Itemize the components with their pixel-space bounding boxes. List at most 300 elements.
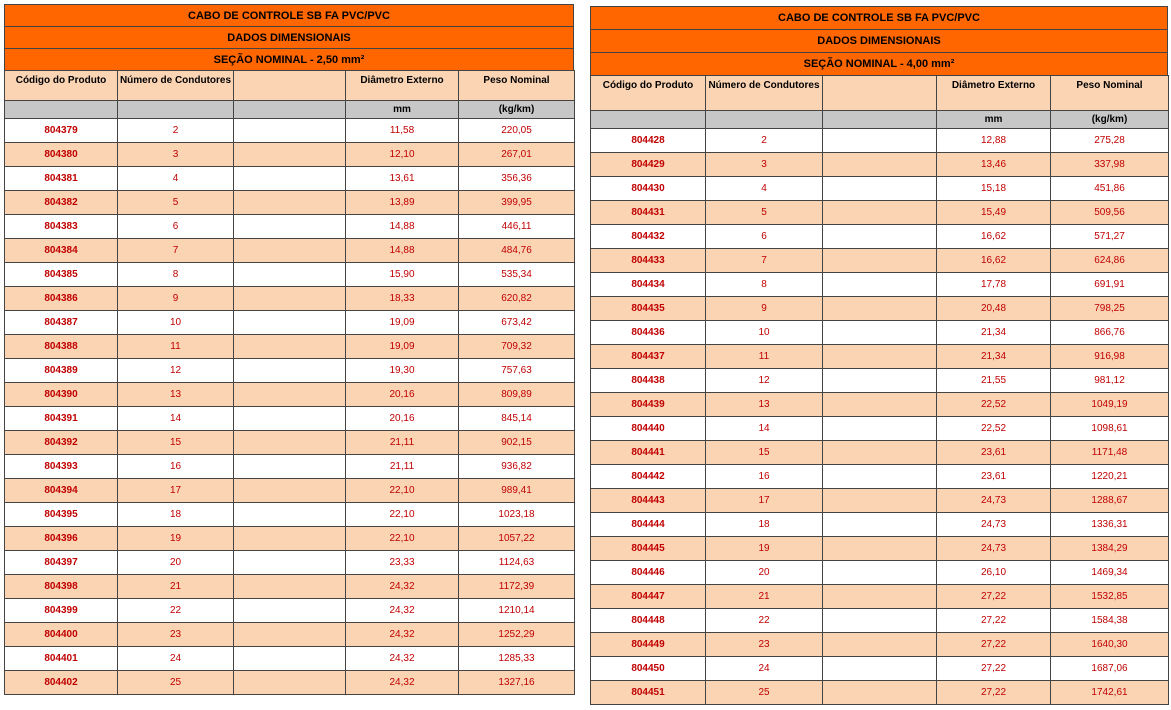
table-row (591, 297, 1169, 321)
product-code-cell: 804439 (591, 393, 706, 417)
product-code-cell: 804381 (5, 167, 118, 191)
table-row (5, 671, 575, 695)
nominal-weight-cell: 1285,33 (459, 647, 575, 671)
nominal-weight-cell: 267,01 (459, 143, 575, 167)
blank-cell (234, 311, 346, 335)
product-code-cell: 804447 (591, 585, 706, 609)
conductor-count-cell: 4 (706, 177, 823, 201)
unit-cell: (kg/km) (1051, 111, 1169, 129)
header-product-code: Código do Produto (591, 76, 706, 111)
nominal-weight-cell: 275,28 (1051, 129, 1169, 153)
product-code-cell: 804434 (591, 273, 706, 297)
unit-cell: mm (346, 101, 459, 119)
conductor-count-cell: 7 (118, 239, 234, 263)
conductor-count-cell: 23 (706, 633, 823, 657)
nominal-weight-cell: 571,27 (1051, 225, 1169, 249)
conductor-count-cell: 13 (118, 383, 234, 407)
blank-cell (823, 441, 937, 465)
blank-cell (823, 177, 937, 201)
product-code-cell: 804400 (5, 623, 118, 647)
conductor-count-cell: 6 (118, 215, 234, 239)
outer-diameter-cell: 27,22 (937, 609, 1051, 633)
outer-diameter-cell: 19,30 (346, 359, 459, 383)
outer-diameter-cell: 12,88 (937, 129, 1051, 153)
table-panel-4-00 (590, 6, 1168, 705)
product-code-cell: 804451 (591, 681, 706, 705)
product-code-cell: 804379 (5, 119, 118, 143)
outer-diameter-cell: 23,61 (937, 441, 1051, 465)
table-row (5, 383, 575, 407)
table-row (5, 551, 575, 575)
product-code-cell: 804396 (5, 527, 118, 551)
nominal-weight-cell: 845,14 (459, 407, 575, 431)
conductor-count-cell: 18 (706, 513, 823, 537)
table-subtitle: DADOS DIMENSIONAIS (590, 29, 1168, 52)
nominal-weight-cell: 1023,18 (459, 503, 575, 527)
conductor-count-cell: 14 (118, 407, 234, 431)
outer-diameter-cell: 22,10 (346, 527, 459, 551)
nominal-weight-cell: 1687,06 (1051, 657, 1169, 681)
table-row (5, 287, 575, 311)
conductor-count-cell: 21 (118, 575, 234, 599)
table-row (591, 249, 1169, 273)
conductor-count-cell: 8 (706, 273, 823, 297)
product-code-cell: 804433 (591, 249, 706, 273)
table-row (591, 321, 1169, 345)
table-row (591, 225, 1169, 249)
table-row (5, 191, 575, 215)
nominal-weight-cell: 902,15 (459, 431, 575, 455)
conductor-count-cell: 25 (118, 671, 234, 695)
outer-diameter-cell: 17,78 (937, 273, 1051, 297)
outer-diameter-cell: 22,10 (346, 503, 459, 527)
nominal-weight-cell: 620,82 (459, 287, 575, 311)
table-row (5, 143, 575, 167)
table-row (591, 465, 1169, 489)
header-row (591, 76, 1169, 111)
outer-diameter-cell: 26,10 (937, 561, 1051, 585)
outer-diameter-cell: 24,32 (346, 647, 459, 671)
units-row (591, 111, 1169, 129)
conductor-count-cell: 2 (706, 129, 823, 153)
conductor-count-cell: 11 (706, 345, 823, 369)
product-code-cell: 804383 (5, 215, 118, 239)
product-code-cell: 804431 (591, 201, 706, 225)
nominal-weight-cell: 1640,30 (1051, 633, 1169, 657)
table-row (5, 239, 575, 263)
table-subtitle: DADOS DIMENSIONAIS (4, 26, 574, 48)
nominal-weight-cell: 337,98 (1051, 153, 1169, 177)
blank-cell (234, 455, 346, 479)
outer-diameter-cell: 15,90 (346, 263, 459, 287)
nominal-weight-cell: 809,89 (459, 383, 575, 407)
product-code-cell: 804397 (5, 551, 118, 575)
product-code-cell: 804395 (5, 503, 118, 527)
table-row (591, 585, 1169, 609)
nominal-weight-cell: 916,98 (1051, 345, 1169, 369)
product-code-cell: 804382 (5, 191, 118, 215)
conductor-count-cell: 22 (706, 609, 823, 633)
outer-diameter-cell: 13,46 (937, 153, 1051, 177)
blank-cell (823, 321, 937, 345)
nominal-weight-cell: 446,11 (459, 215, 575, 239)
nominal-weight-cell: 1171,48 (1051, 441, 1169, 465)
blank-cell (823, 153, 937, 177)
table-row (591, 657, 1169, 681)
nominal-weight-cell: 673,42 (459, 311, 575, 335)
table-row (591, 345, 1169, 369)
blank-cell (823, 537, 937, 561)
product-code-cell: 804442 (591, 465, 706, 489)
conductor-count-cell: 18 (118, 503, 234, 527)
conductor-count-cell: 5 (118, 191, 234, 215)
nominal-weight-cell: 624,86 (1051, 249, 1169, 273)
product-code-cell: 804399 (5, 599, 118, 623)
nominal-weight-cell: 1057,22 (459, 527, 575, 551)
header-conductor-count: Número de Condutores (118, 71, 234, 101)
outer-diameter-cell: 22,52 (937, 393, 1051, 417)
outer-diameter-cell: 21,34 (937, 345, 1051, 369)
product-code-cell: 804402 (5, 671, 118, 695)
header-nominal-weight: Peso Nominal (1051, 76, 1169, 111)
nominal-weight-cell: 1210,14 (459, 599, 575, 623)
conductor-count-cell: 15 (706, 441, 823, 465)
outer-diameter-cell: 23,33 (346, 551, 459, 575)
product-code-cell: 804450 (591, 657, 706, 681)
unit-cell (823, 111, 937, 129)
blank-cell (234, 551, 346, 575)
nominal-weight-cell: 451,86 (1051, 177, 1169, 201)
table-row (591, 633, 1169, 657)
product-code-cell: 804438 (591, 369, 706, 393)
table-row (591, 369, 1169, 393)
conductor-count-cell: 10 (118, 311, 234, 335)
outer-diameter-cell: 20,48 (937, 297, 1051, 321)
outer-diameter-cell: 27,22 (937, 585, 1051, 609)
product-code-cell: 804448 (591, 609, 706, 633)
conductor-count-cell: 9 (706, 297, 823, 321)
nominal-weight-cell: 866,76 (1051, 321, 1169, 345)
unit-cell: mm (937, 111, 1051, 129)
nominal-weight-cell: 936,82 (459, 455, 575, 479)
conductor-count-cell: 17 (706, 489, 823, 513)
table-row (5, 455, 575, 479)
nominal-weight-cell: 1532,85 (1051, 585, 1169, 609)
nominal-weight-cell: 509,56 (1051, 201, 1169, 225)
outer-diameter-cell: 20,16 (346, 407, 459, 431)
conductor-count-cell: 17 (118, 479, 234, 503)
nominal-weight-cell: 709,32 (459, 335, 575, 359)
table-row (591, 609, 1169, 633)
product-code-cell: 804428 (591, 129, 706, 153)
nominal-weight-cell: 220,05 (459, 119, 575, 143)
product-code-cell: 804392 (5, 431, 118, 455)
nominal-weight-cell: 1469,34 (1051, 561, 1169, 585)
outer-diameter-cell: 18,33 (346, 287, 459, 311)
product-code-cell: 804384 (5, 239, 118, 263)
product-code-cell: 804398 (5, 575, 118, 599)
table-row (5, 575, 575, 599)
header-row (5, 71, 575, 101)
table-row (591, 129, 1169, 153)
outer-diameter-cell: 14,88 (346, 215, 459, 239)
product-code-cell: 804429 (591, 153, 706, 177)
blank-cell (234, 599, 346, 623)
conductor-count-cell: 20 (706, 561, 823, 585)
blank-cell (234, 647, 346, 671)
outer-diameter-cell: 21,11 (346, 431, 459, 455)
outer-diameter-cell: 19,09 (346, 311, 459, 335)
outer-diameter-cell: 14,88 (346, 239, 459, 263)
product-code-cell: 804444 (591, 513, 706, 537)
unit-cell (706, 111, 823, 129)
table-row (5, 359, 575, 383)
product-code-cell: 804430 (591, 177, 706, 201)
header-blank (823, 76, 937, 111)
product-code-cell: 804443 (591, 489, 706, 513)
nominal-weight-cell: 1098,61 (1051, 417, 1169, 441)
dimension-table (590, 75, 1169, 705)
nominal-weight-cell: 1384,29 (1051, 537, 1169, 561)
outer-diameter-cell: 16,62 (937, 225, 1051, 249)
blank-cell (823, 561, 937, 585)
outer-diameter-cell: 13,61 (346, 167, 459, 191)
table-row (5, 647, 575, 671)
outer-diameter-cell: 20,16 (346, 383, 459, 407)
product-code-cell: 804445 (591, 537, 706, 561)
outer-diameter-cell: 24,73 (937, 489, 1051, 513)
nominal-weight-cell: 1742,61 (1051, 681, 1169, 705)
table-row (5, 119, 575, 143)
units-row (5, 101, 575, 119)
conductor-count-cell: 19 (118, 527, 234, 551)
blank-cell (234, 263, 346, 287)
blank-cell (234, 575, 346, 599)
blank-cell (234, 527, 346, 551)
blank-cell (823, 609, 937, 633)
table-row (591, 417, 1169, 441)
conductor-count-cell: 16 (706, 465, 823, 489)
blank-cell (823, 513, 937, 537)
table-row (591, 561, 1169, 585)
outer-diameter-cell: 13,89 (346, 191, 459, 215)
product-code-cell: 804435 (591, 297, 706, 321)
table-row (5, 599, 575, 623)
conductor-count-cell: 8 (118, 263, 234, 287)
product-code-cell: 804380 (5, 143, 118, 167)
blank-cell (234, 335, 346, 359)
table-row (5, 527, 575, 551)
nominal-weight-cell: 535,34 (459, 263, 575, 287)
conductor-count-cell: 6 (706, 225, 823, 249)
blank-cell (234, 623, 346, 647)
product-code-cell: 804388 (5, 335, 118, 359)
blank-cell (823, 489, 937, 513)
table-row (591, 201, 1169, 225)
table-title: CABO DE CONTROLE SB FA PVC/PVC (4, 4, 574, 26)
table-row (591, 441, 1169, 465)
conductor-count-cell: 24 (706, 657, 823, 681)
product-code-cell: 804441 (591, 441, 706, 465)
product-code-cell: 804387 (5, 311, 118, 335)
blank-cell (823, 681, 937, 705)
blank-cell (234, 239, 346, 263)
nominal-weight-cell: 1220,21 (1051, 465, 1169, 489)
table-row (5, 167, 575, 191)
product-code-cell: 804401 (5, 647, 118, 671)
blank-cell (234, 359, 346, 383)
product-code-cell: 804393 (5, 455, 118, 479)
blank-cell (234, 119, 346, 143)
table-row (591, 513, 1169, 537)
conductor-count-cell: 22 (118, 599, 234, 623)
outer-diameter-cell: 11,58 (346, 119, 459, 143)
header-product-code: Código do Produto (5, 71, 118, 101)
outer-diameter-cell: 24,32 (346, 575, 459, 599)
conductor-count-cell: 2 (118, 119, 234, 143)
conductor-count-cell: 11 (118, 335, 234, 359)
outer-diameter-cell: 22,52 (937, 417, 1051, 441)
nominal-weight-cell: 691,91 (1051, 273, 1169, 297)
dimension-table (4, 70, 575, 695)
nominal-weight-cell: 1049,19 (1051, 393, 1169, 417)
unit-cell: (kg/km) (459, 101, 575, 119)
conductor-count-cell: 15 (118, 431, 234, 455)
table-row (5, 503, 575, 527)
table-row (591, 153, 1169, 177)
blank-cell (234, 215, 346, 239)
table-row (5, 431, 575, 455)
blank-cell (234, 383, 346, 407)
blank-cell (823, 345, 937, 369)
unit-cell (118, 101, 234, 119)
blank-cell (823, 633, 937, 657)
blank-cell (823, 129, 937, 153)
outer-diameter-cell: 16,62 (937, 249, 1051, 273)
blank-cell (823, 225, 937, 249)
conductor-count-cell: 21 (706, 585, 823, 609)
table-panel-2-50 (4, 4, 574, 695)
blank-cell (823, 657, 937, 681)
product-code-cell: 804386 (5, 287, 118, 311)
nominal-weight-cell: 1288,67 (1051, 489, 1169, 513)
conductor-count-cell: 16 (118, 455, 234, 479)
blank-cell (823, 273, 937, 297)
conductor-count-cell: 19 (706, 537, 823, 561)
table-row (5, 479, 575, 503)
conductor-count-cell: 7 (706, 249, 823, 273)
product-code-cell: 804446 (591, 561, 706, 585)
conductor-count-cell: 5 (706, 201, 823, 225)
table-row (5, 623, 575, 647)
blank-cell (234, 143, 346, 167)
outer-diameter-cell: 27,22 (937, 633, 1051, 657)
conductor-count-cell: 3 (706, 153, 823, 177)
blank-cell (823, 249, 937, 273)
blank-cell (234, 503, 346, 527)
outer-diameter-cell: 12,10 (346, 143, 459, 167)
outer-diameter-cell: 24,32 (346, 671, 459, 695)
product-code-cell: 804440 (591, 417, 706, 441)
blank-cell (234, 287, 346, 311)
nominal-weight-cell: 989,41 (459, 479, 575, 503)
section-label: SEÇÃO NOMINAL - 2,50 mm² (4, 48, 574, 70)
nominal-weight-cell: 399,95 (459, 191, 575, 215)
product-code-cell: 804437 (591, 345, 706, 369)
nominal-weight-cell: 484,76 (459, 239, 575, 263)
product-code-cell: 804436 (591, 321, 706, 345)
outer-diameter-cell: 27,22 (937, 657, 1051, 681)
conductor-count-cell: 25 (706, 681, 823, 705)
outer-diameter-cell: 15,49 (937, 201, 1051, 225)
blank-cell (823, 465, 937, 489)
conductor-count-cell: 13 (706, 393, 823, 417)
conductor-count-cell: 20 (118, 551, 234, 575)
table-row (5, 263, 575, 287)
nominal-weight-cell: 1124,63 (459, 551, 575, 575)
nominal-weight-cell: 798,25 (1051, 297, 1169, 321)
blank-cell (823, 297, 937, 321)
header-nominal-weight: Peso Nominal (459, 71, 575, 101)
nominal-weight-cell: 757,63 (459, 359, 575, 383)
conductor-count-cell: 3 (118, 143, 234, 167)
outer-diameter-cell: 19,09 (346, 335, 459, 359)
unit-cell (234, 101, 346, 119)
nominal-weight-cell: 1584,38 (1051, 609, 1169, 633)
section-label: SEÇÃO NOMINAL - 4,00 mm² (590, 52, 1168, 75)
table-row (5, 335, 575, 359)
table-title: CABO DE CONTROLE SB FA PVC/PVC (590, 6, 1168, 29)
conductor-count-cell: 12 (706, 369, 823, 393)
table-row (591, 681, 1169, 705)
outer-diameter-cell: 15,18 (937, 177, 1051, 201)
blank-cell (823, 393, 937, 417)
blank-cell (234, 407, 346, 431)
table-row (5, 407, 575, 431)
header-conductor-count: Número de Condutores (706, 76, 823, 111)
blank-cell (823, 417, 937, 441)
conductor-count-cell: 24 (118, 647, 234, 671)
outer-diameter-cell: 24,32 (346, 623, 459, 647)
outer-diameter-cell: 23,61 (937, 465, 1051, 489)
outer-diameter-cell: 21,34 (937, 321, 1051, 345)
blank-cell (823, 369, 937, 393)
header-outer-diameter: Diâmetro Externo (346, 71, 459, 101)
header-outer-diameter: Diâmetro Externo (937, 76, 1051, 111)
nominal-weight-cell: 1172,39 (459, 575, 575, 599)
table-row (591, 393, 1169, 417)
table-row (5, 215, 575, 239)
conductor-count-cell: 12 (118, 359, 234, 383)
table-row (591, 537, 1169, 561)
outer-diameter-cell: 21,55 (937, 369, 1051, 393)
conductor-count-cell: 10 (706, 321, 823, 345)
product-code-cell: 804385 (5, 263, 118, 287)
product-code-cell: 804432 (591, 225, 706, 249)
table-row (591, 177, 1169, 201)
blank-cell (234, 191, 346, 215)
outer-diameter-cell: 27,22 (937, 681, 1051, 705)
conductor-count-cell: 4 (118, 167, 234, 191)
blank-cell (823, 585, 937, 609)
blank-cell (234, 431, 346, 455)
product-code-cell: 804389 (5, 359, 118, 383)
blank-cell (234, 671, 346, 695)
conductor-count-cell: 14 (706, 417, 823, 441)
outer-diameter-cell: 22,10 (346, 479, 459, 503)
nominal-weight-cell: 1336,31 (1051, 513, 1169, 537)
blank-cell (234, 479, 346, 503)
